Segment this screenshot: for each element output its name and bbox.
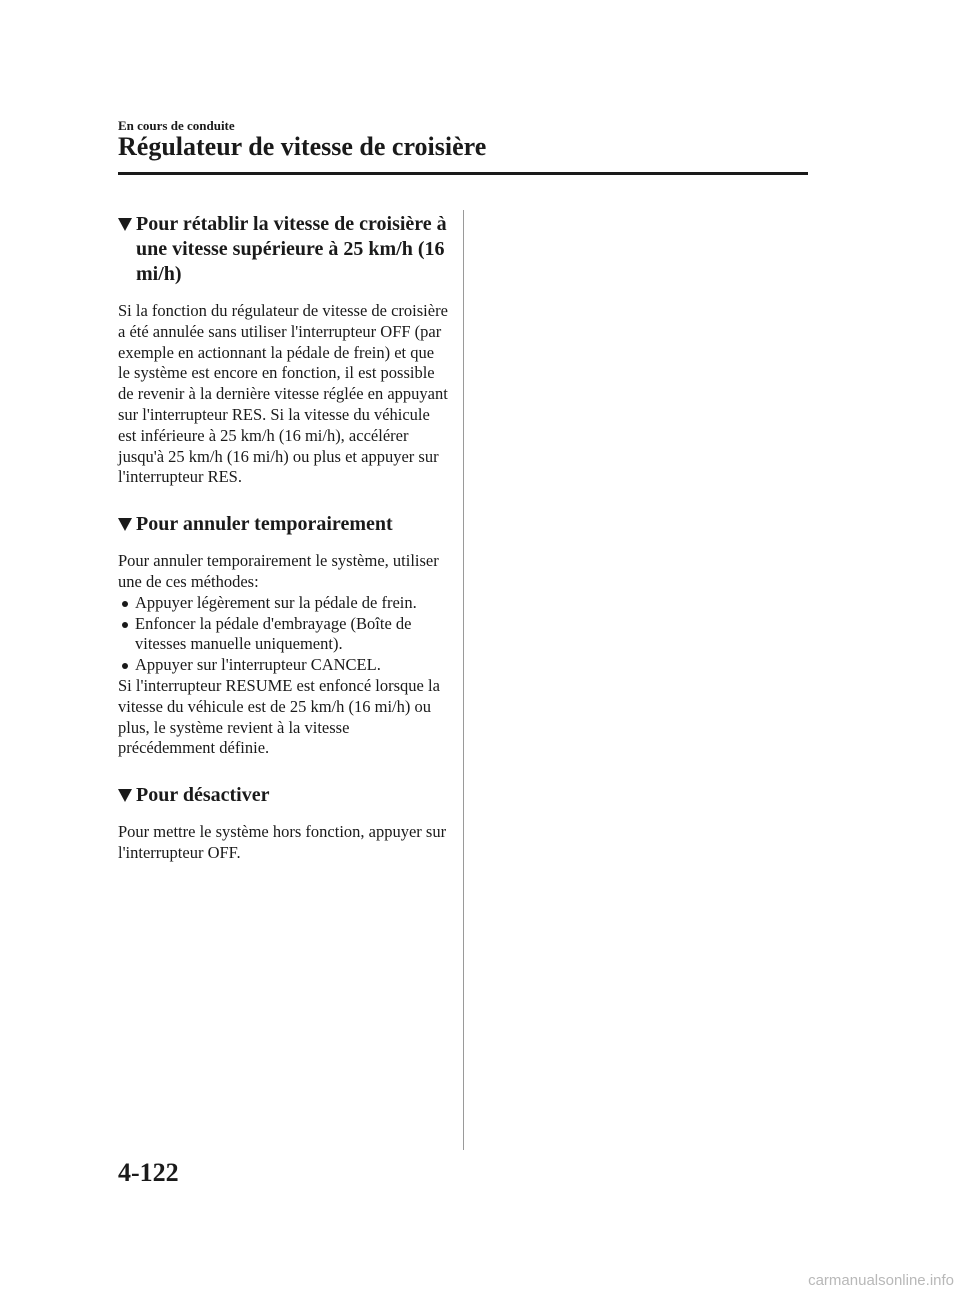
section-intro: Pour annuler temporairement le système, utiliser une de ces méthodes: [118, 551, 439, 591]
section-heading [118, 512, 448, 537]
bullet-dot-icon [122, 663, 128, 669]
list-item [118, 614, 448, 656]
list-item-text: Appuyer sur l'interrupteur CANCEL. [135, 655, 381, 675]
left-column [118, 212, 448, 888]
section-paragraph: Pour mettre le système hors fonction, appuyer sur l'interrupteur OFF. [118, 822, 447, 862]
triangle-down-icon [118, 789, 132, 802]
section-heading-text: Pour désactiver [136, 784, 270, 807]
list-item [118, 655, 448, 676]
chapter-label: En cours de conduite [118, 118, 235, 133]
list-item [118, 593, 448, 614]
page-title: Régulateur de vitesse de croisière [118, 132, 487, 161]
bullet-dot-icon [122, 622, 128, 628]
list-item-text: Appuyer légèrement sur la pédale de frein. [135, 592, 417, 612]
section-heading [118, 212, 448, 287]
section-heading-text: Pour annuler temporairement [136, 513, 393, 536]
column-divider [463, 210, 464, 1150]
section-heading [118, 783, 448, 808]
section-heading-text: Pour rétablir la vitesse de croisière à une vitesse supérieure à 25 km/h (16 mi/h) [136, 213, 447, 285]
triangle-down-icon [118, 218, 132, 231]
section-paragraph: Si la fonction du régulateur de vitesse de croisière a été annulée sans utiliser l'interrupteur OFF (par exemple en actionnant la pédale de frein) et que le système est encore en fonction, il est possible de revenir à la dernière vitesse réglée en appuyant sur l'interrupteur RES. Si la vitesse du véhicule est inférieure à 25 km/h (16 mi/h), accélérer jusqu'à 25 km/h (16 mi/h) ou plus et appuyer sur l'interrupteur RES. [118, 301, 448, 487]
method-list [118, 593, 448, 676]
page-number: 4-122 [118, 1158, 179, 1187]
watermark-link[interactable]: carmanualsonline.info [808, 1272, 954, 1289]
list-item-text: Enfoncer la pédale d'embrayage (Boîte de vitesses manuelle uniquement). [135, 613, 412, 654]
bullet-dot-icon [122, 601, 128, 607]
section-outro: Si l'interrupteur RESUME est enfoncé lorsque la vitesse du véhicule est de 25 km/h (16 mi/h) ou plus, le système revient à la vitesse précédemment définie. [118, 675, 440, 758]
section-restore-speed [118, 212, 448, 488]
triangle-down-icon [118, 518, 132, 531]
section-temporary-cancel [118, 512, 448, 759]
section-deactivate [118, 783, 448, 864]
title-underline [118, 172, 808, 175]
